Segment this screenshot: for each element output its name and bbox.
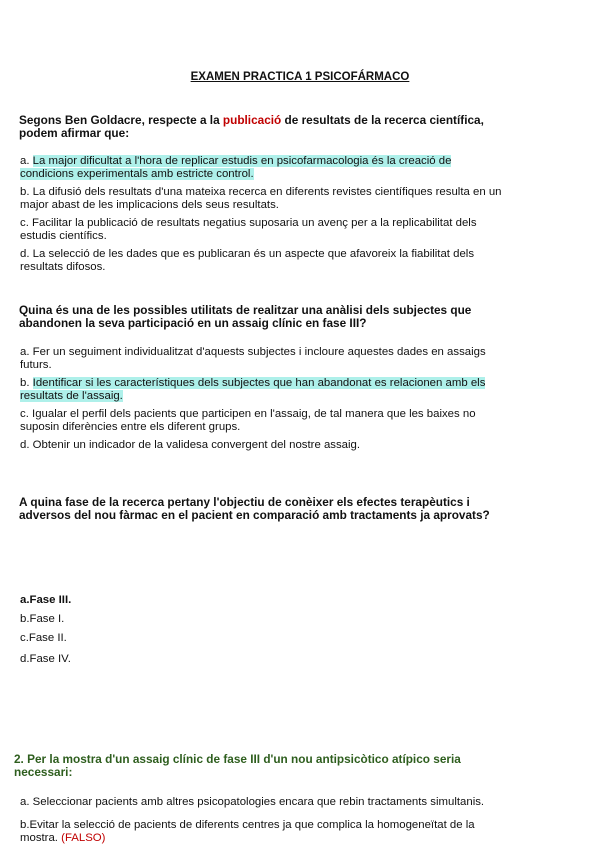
question-2-option-d: [20, 439, 515, 452]
question-2-option-a: [20, 346, 500, 371]
page-title: EXAMEN PRACTICA 1 PSICOFÁRMACO: [190, 71, 410, 83]
option-letter: c.: [20, 408, 33, 420]
question-1-highlighted-word: publicació: [222, 113, 282, 127]
option-text: Facilitar la publicació de resultats negatius suposaria un avenç per a la replicabilitat dels estudis científics.: [20, 217, 477, 242]
question-3-option-a: a.Fase III.: [20, 594, 72, 606]
option-text: La difusió dels resultats d'una mateixa recerca en diferents revistes científiques resulta en un major abast de les implicacions dels seus resultats.: [20, 186, 502, 211]
option-text: Igualar el perfil dels pacients que participen en l'assaig, de tal manera que les baixes no suposin diferències entre els diferent grups.: [20, 408, 476, 433]
question-2-option-c: [20, 408, 515, 433]
option-text: La selecció de les dades que es publicaran és un aspecte que afavoreix la fiabilitat dels resultats difosos.: [20, 248, 475, 273]
option-text: Obtenir un indicador de la validesa convergent del nostre assaig.: [32, 439, 361, 451]
question-1-stem-text-end: de resultats de la recerca científica, podem afirmar que:: [19, 113, 484, 140]
question-4-option-a: a. Seleccionar pacients amb altres psicopatologies encara que rebin tractaments simultanis.: [20, 796, 485, 808]
option-letter: a.: [20, 346, 33, 358]
question-3-option-b: b.Fase I.: [20, 613, 65, 625]
option-text-highlighted: La major dificultat a l'hora de replicar estudis en psicofarmacologia és la creació de condicions experimentals amb estricte control.: [20, 155, 452, 180]
option-letter: b.: [20, 377, 33, 389]
option-letter: a.: [20, 155, 33, 167]
question-3-option-c: c.Fase II.: [20, 632, 67, 644]
option-letter: c.: [20, 217, 33, 229]
option-letter: b.: [20, 186, 33, 198]
option-text: Fer un seguiment individualitzat d'aquests subjectes i incloure aquestes dades en assaigs futurs.: [20, 346, 486, 371]
question-2-option-b: [20, 377, 510, 402]
option-letter: d.: [20, 439, 33, 451]
question-2-stem: Quina és una de les possibles utilitats de realitzar una anàlisi dels subjectes que abandonen la seva participació en un assaig clínic en fase III?: [19, 303, 472, 330]
question-1-option-a: [20, 155, 500, 180]
question-1-option-b: [20, 186, 510, 211]
question-1-stem-text: Segons Ben Goldacre, respecte a la: [19, 113, 223, 127]
question-1-stem: [19, 114, 509, 140]
question-3-stem: A quina fase de la recerca pertany l'objectiu de conèixer els efectes terapèutics i adversos del nou fàrmac en el pacient en comparació amb tractaments ja aprovats?: [19, 495, 490, 522]
question-1-option-c: [20, 217, 515, 242]
option-text: b.Evitar la selecció de pacients de diferents centres ja que complica la homogeneïtat de la mostra.: [20, 819, 475, 844]
falso-note: (FALSO): [61, 831, 106, 844]
question-4-stem: 2. Per la mostra d'un assaig clínic de fase III d'un nou antipsicòtico atípico seria necessari:: [14, 752, 461, 779]
option-letter: d.: [20, 248, 33, 260]
question-1-option-d: [20, 248, 515, 273]
question-4-option-b: [20, 819, 515, 844]
option-text-highlighted: Identificar si les característiques dels subjectes que han abandonat es relacionen amb els resultats de l'assaig.: [20, 377, 486, 402]
question-3-option-d: d.Fase IV.: [20, 653, 71, 665]
